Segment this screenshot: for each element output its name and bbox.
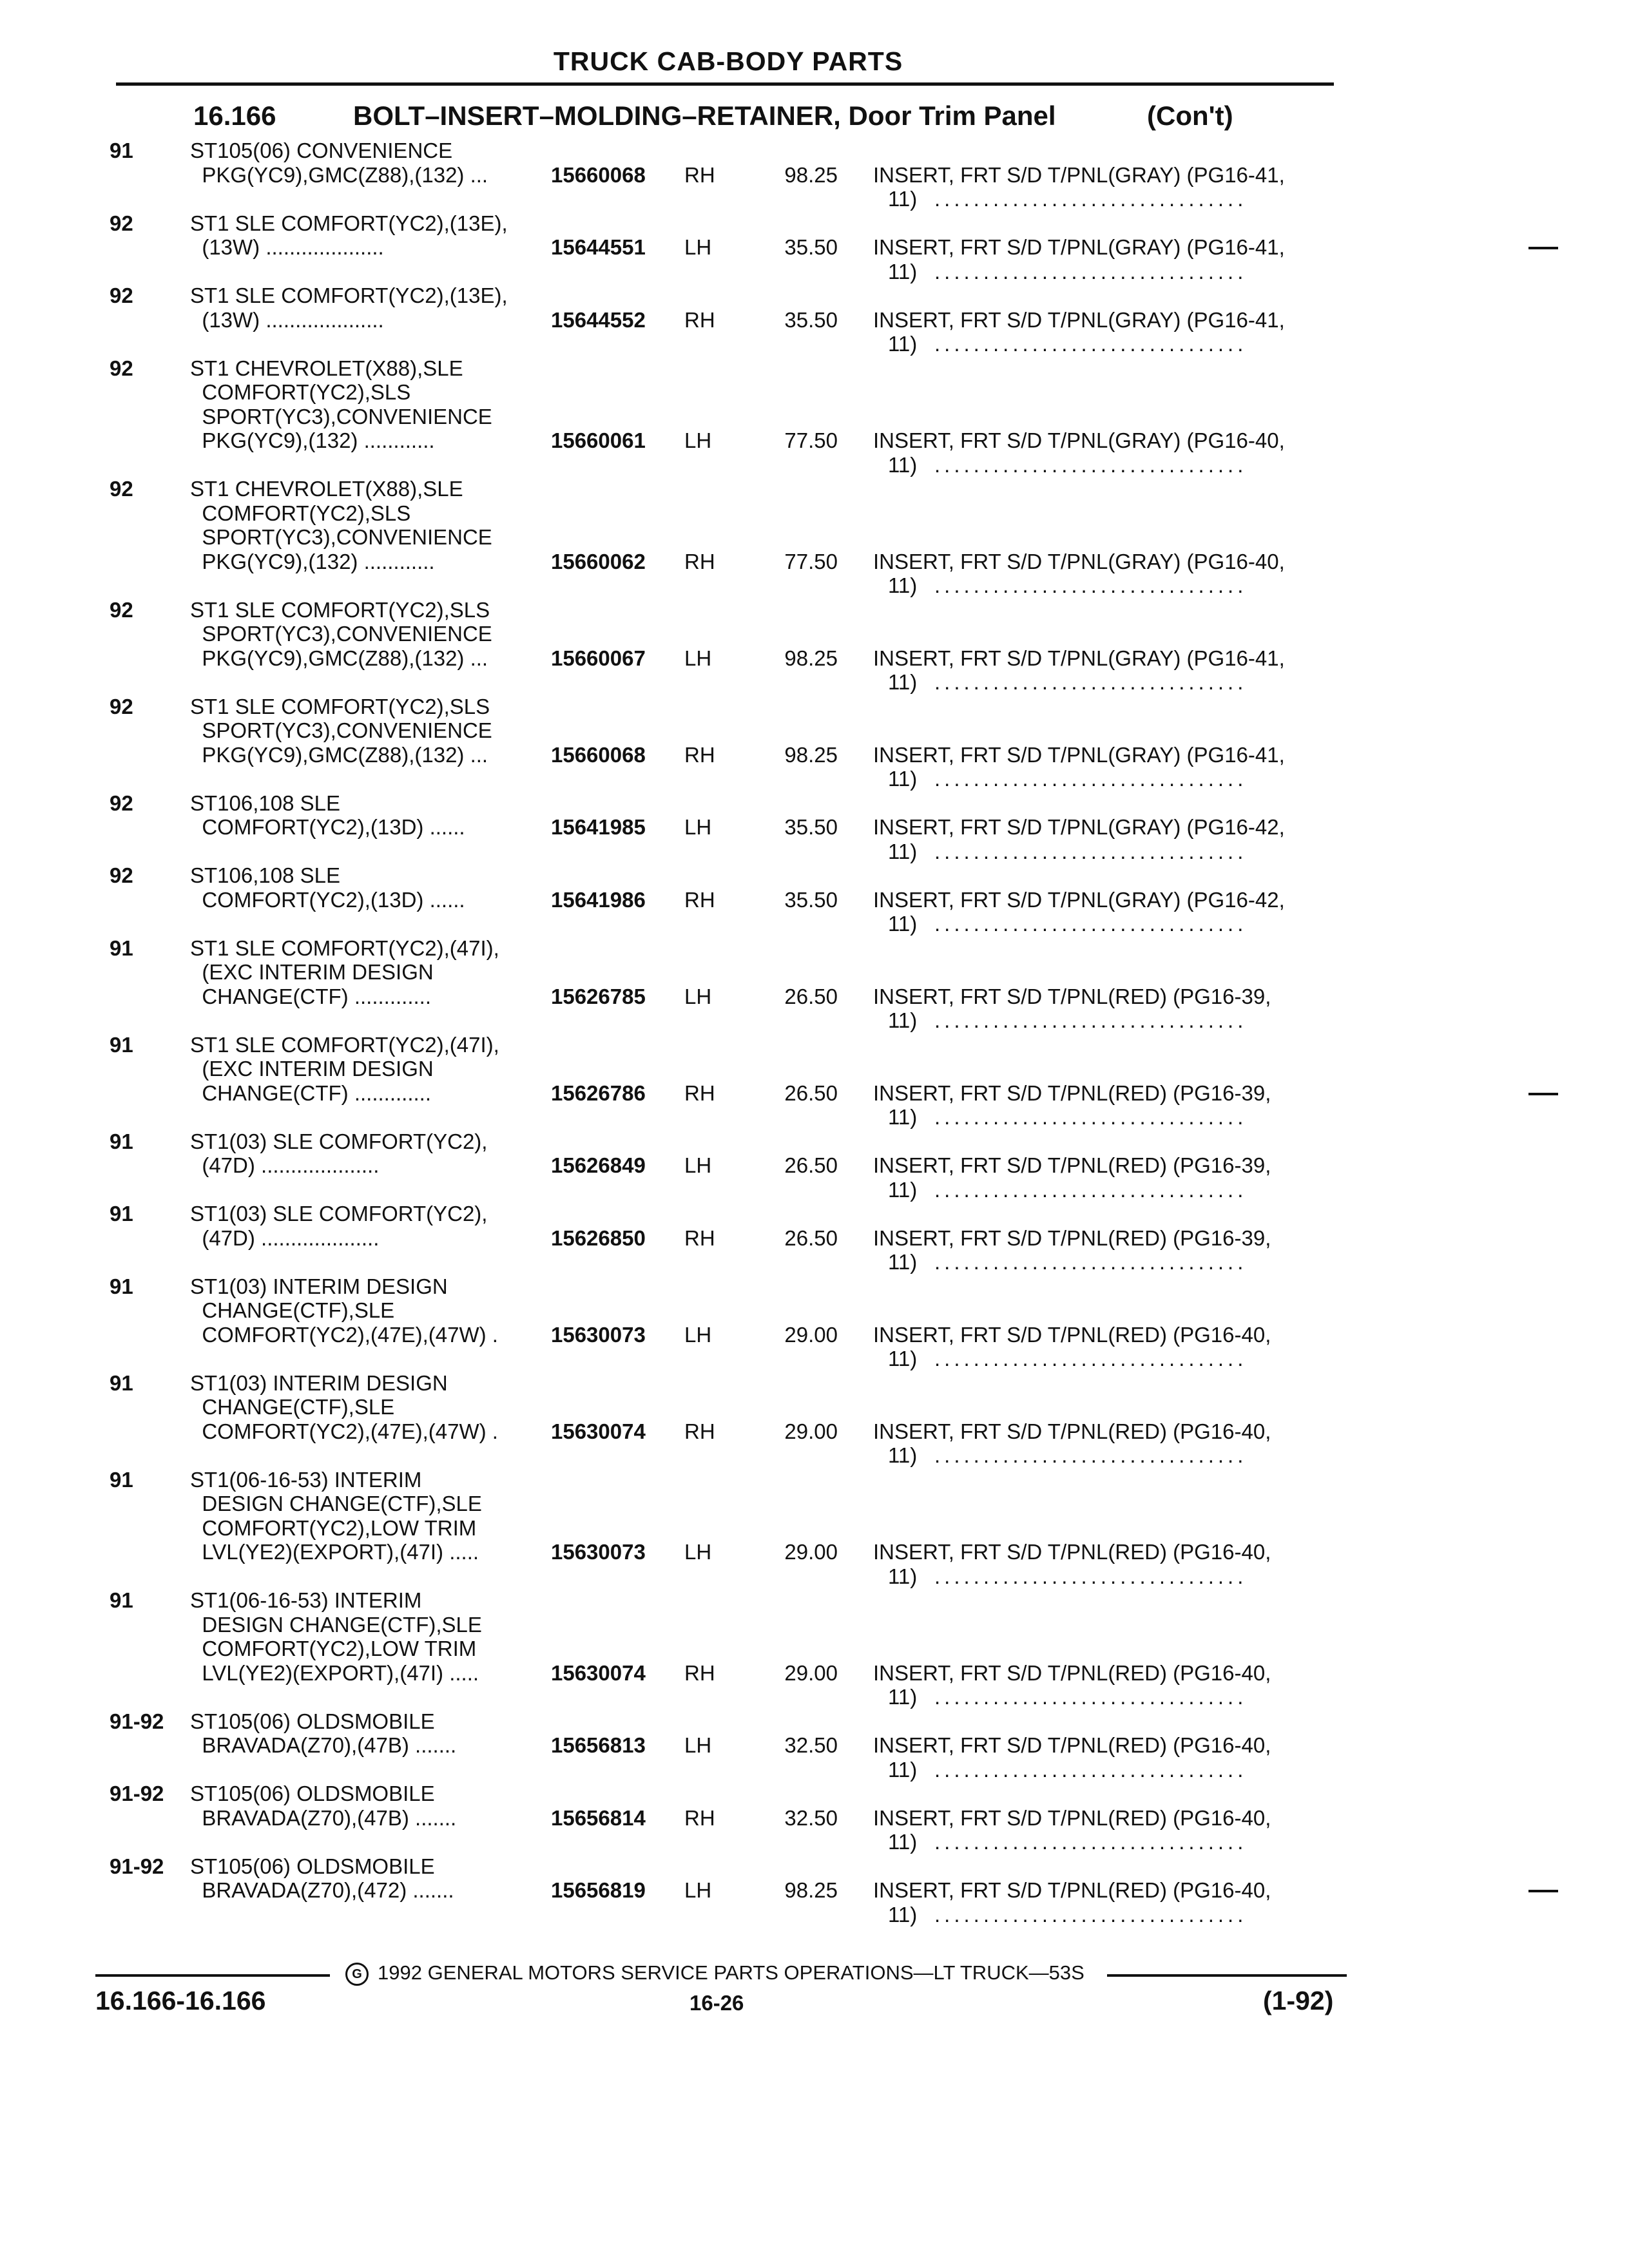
part-name-continuation: 11) — [888, 1443, 918, 1467]
price: 29.00 — [784, 1540, 838, 1564]
side-indicator: RH — [684, 549, 715, 573]
usage-description-line: CHANGE(CTF),SLE — [190, 1298, 395, 1322]
part-name-continuation: 11) — [888, 259, 918, 284]
price: 35.50 — [784, 235, 838, 259]
part-number: 15656814 — [551, 1805, 646, 1830]
part-number: 15641986 — [551, 887, 646, 912]
copyright-icon: G — [345, 1963, 369, 1986]
part-name: INSERT, FRT S/D T/PNL(GRAY) (PG16-40, — [873, 549, 1285, 573]
leader-dots: ................................ — [934, 259, 1248, 284]
margin-tick-mark — [1528, 247, 1558, 249]
leader-dots: ................................ — [934, 1250, 1248, 1274]
footer-page-number: 16-26 — [689, 1991, 744, 2015]
list-item — [0, 1202, 1629, 1274]
usage-description-line: COMFORT(YC2),LOW TRIM — [190, 1515, 477, 1540]
price: 77.50 — [784, 428, 838, 452]
list-item — [0, 139, 1629, 211]
side-indicator: LH — [684, 1322, 712, 1347]
usage-description-line: ST1(03) INTERIM DESIGN — [190, 1274, 448, 1298]
part-number: 15644551 — [551, 235, 646, 259]
part-number: 15660068 — [551, 162, 646, 187]
footer-copyright — [345, 1961, 1084, 1986]
model-year: 91 — [110, 1370, 133, 1395]
leader-dots: ................................ — [934, 573, 1248, 597]
footer-revision-date: (1-92) — [1263, 1986, 1334, 2015]
price: 98.25 — [784, 162, 838, 187]
usage-description-line: BRAVADA(Z70),(47B) ....... — [190, 1733, 457, 1757]
list-item — [0, 1129, 1629, 1202]
usage-description-line: (EXC INTERIM DESIGN — [190, 1057, 434, 1081]
list-item — [0, 284, 1629, 356]
usage-description-line: ST1 SLE COMFORT(YC2),SLS — [190, 694, 490, 718]
usage-description-line: ST1 CHEVROLET(X88),SLE — [190, 477, 463, 501]
part-number: 15630073 — [551, 1322, 646, 1347]
part-name: INSERT, FRT S/D T/PNL(GRAY) (PG16-42, — [873, 887, 1285, 912]
price: 98.25 — [784, 1878, 838, 1902]
price: 26.50 — [784, 1225, 838, 1250]
usage-description-line: ST106,108 SLE — [190, 791, 340, 815]
leader-dots: ................................ — [934, 1443, 1248, 1467]
side-indicator: LH — [684, 815, 712, 839]
part-name: INSERT, FRT S/D T/PNL(GRAY) (PG16-41, — [873, 235, 1285, 259]
part-name-continuation: 11) — [888, 670, 918, 694]
model-year: 92 — [110, 597, 133, 622]
side-indicator: RH — [684, 1660, 715, 1685]
side-indicator: LH — [684, 428, 712, 452]
model-year: 92 — [110, 791, 133, 815]
usage-description-line: COMFORT(YC2),(13D) ...... — [190, 887, 465, 912]
part-number: 15630074 — [551, 1419, 646, 1443]
section-number: 16.166 — [193, 101, 276, 131]
part-name-continuation: 11) — [888, 1830, 918, 1854]
usage-description-line: ST1(03) INTERIM DESIGN — [190, 1370, 448, 1395]
part-name-continuation: 11) — [888, 1902, 918, 1927]
usage-description-line: COMFORT(YC2),(13D) ...... — [190, 815, 465, 839]
price: 35.50 — [784, 307, 838, 332]
usage-description-line: ST1 SLE COMFORT(YC2),(47I), — [190, 936, 499, 960]
leader-dots: ................................ — [934, 1902, 1248, 1927]
price: 26.50 — [784, 1081, 838, 1105]
part-name: INSERT, FRT S/D T/PNL(GRAY) (PG16-41, — [873, 742, 1285, 767]
model-year: 91 — [110, 139, 133, 162]
leader-dots: ................................ — [934, 452, 1248, 477]
part-name-continuation: 11) — [888, 187, 918, 211]
usage-description-line: BRAVADA(Z70),(472) ....... — [190, 1878, 454, 1902]
part-name-continuation: 11) — [888, 1564, 918, 1588]
leader-dots: ................................ — [934, 912, 1248, 936]
part-name: INSERT, FRT S/D T/PNL(RED) (PG16-39, — [873, 984, 1271, 1008]
part-number: 15660061 — [551, 428, 646, 452]
price: 32.50 — [784, 1733, 838, 1757]
part-number: 15641985 — [551, 815, 646, 839]
usage-description-line: CHANGE(CTF) ............. — [190, 984, 432, 1008]
usage-description-line: SPORT(YC3),CONVENIENCE — [190, 622, 492, 646]
side-indicator: RH — [684, 887, 715, 912]
list-item — [0, 1033, 1629, 1129]
list-item — [0, 211, 1629, 284]
side-indicator: LH — [684, 235, 712, 259]
side-indicator: LH — [684, 1540, 712, 1564]
part-name: INSERT, FRT S/D T/PNL(RED) (PG16-39, — [873, 1081, 1271, 1105]
usage-description-line: PKG(YC9),GMC(Z88),(132) ... — [190, 646, 488, 670]
usage-description-line: ST1 SLE COMFORT(YC2),(13E), — [190, 284, 508, 307]
usage-description-line: BRAVADA(Z70),(47B) ....... — [190, 1805, 457, 1830]
side-indicator: LH — [684, 984, 712, 1008]
section-heading — [0, 101, 1629, 139]
usage-description-line: ST105(06) CONVENIENCE — [190, 139, 453, 162]
price: 35.50 — [784, 887, 838, 912]
usage-description-line: PKG(YC9),GMC(Z88),(132) ... — [190, 162, 488, 187]
part-name: INSERT, FRT S/D T/PNL(RED) (PG16-39, — [873, 1225, 1271, 1250]
part-number: 15626785 — [551, 984, 646, 1008]
leader-dots: ................................ — [934, 1757, 1248, 1782]
part-name-continuation: 11) — [888, 839, 918, 863]
usage-description-line: ST1 SLE COMFORT(YC2),SLS — [190, 597, 490, 622]
list-item — [0, 1274, 1629, 1371]
margin-tick-mark — [1528, 1093, 1558, 1095]
usage-description-line: PKG(YC9),GMC(Z88),(132) ... — [190, 742, 488, 767]
leader-dots: ................................ — [934, 1347, 1248, 1370]
part-number: 15630074 — [551, 1660, 646, 1685]
model-year: 92 — [110, 694, 133, 718]
side-indicator: RH — [684, 162, 715, 187]
part-name: INSERT, FRT S/D T/PNL(RED) (PG16-40, — [873, 1322, 1271, 1347]
footer-section-range: 16.166-16.166 — [95, 1986, 266, 2015]
usage-description-line: ST1(06-16-53) INTERIM — [190, 1467, 422, 1492]
list-item — [0, 1854, 1629, 1927]
part-name-continuation: 11) — [888, 452, 918, 477]
side-indicator: LH — [684, 1878, 712, 1902]
leader-dots: ................................ — [934, 839, 1248, 863]
part-number: 15644552 — [551, 307, 646, 332]
list-item — [0, 695, 1629, 791]
usage-description-line: ST1 CHEVROLET(X88),SLE — [190, 356, 463, 380]
usage-description-line: LVL(YE2)(EXPORT),(47I) ..... — [190, 1540, 479, 1564]
model-year: 91 — [110, 1467, 133, 1492]
model-year: 91 — [110, 1129, 133, 1153]
side-indicator: LH — [684, 1153, 712, 1177]
part-name-continuation: 11) — [888, 767, 918, 791]
list-item — [0, 598, 1629, 695]
leader-dots: ................................ — [934, 1177, 1248, 1202]
part-name-continuation: 11) — [888, 332, 918, 356]
part-number: 15626849 — [551, 1153, 646, 1177]
usage-description-line: PKG(YC9),(132) ............ — [190, 549, 435, 573]
part-number: 15656813 — [551, 1733, 646, 1757]
part-name: INSERT, FRT S/D T/PNL(RED) (PG16-39, — [873, 1153, 1271, 1177]
price: 29.00 — [784, 1322, 838, 1347]
list-item — [0, 863, 1629, 936]
part-name: INSERT, FRT S/D T/PNL(RED) (PG16-40, — [873, 1878, 1271, 1902]
model-year: 92 — [110, 284, 133, 307]
footer-rule-right — [1107, 1974, 1347, 1977]
part-number: 15626850 — [551, 1225, 646, 1250]
part-name-continuation: 11) — [888, 1685, 918, 1709]
usage-description-line: (47D) .................... — [190, 1153, 380, 1177]
usage-description-line: (13W) .................... — [190, 235, 384, 259]
usage-description-line: COMFORT(YC2),SLS — [190, 380, 411, 404]
usage-description-line: SPORT(YC3),CONVENIENCE — [190, 718, 492, 742]
model-year: 92 — [110, 477, 133, 501]
usage-description-line: (47D) .................... — [190, 1225, 380, 1250]
part-name-continuation: 11) — [888, 1008, 918, 1032]
part-number: 15660068 — [551, 742, 646, 767]
list-item — [0, 936, 1629, 1033]
price: 29.00 — [784, 1660, 838, 1685]
list-item — [0, 1468, 1629, 1589]
usage-description-line: COMFORT(YC2),(47E),(47W) . — [190, 1419, 498, 1443]
part-name: INSERT, FRT S/D T/PNL(GRAY) (PG16-41, — [873, 646, 1285, 670]
side-indicator: RH — [684, 1081, 715, 1105]
part-name: INSERT, FRT S/D T/PNL(RED) (PG16-40, — [873, 1540, 1271, 1564]
model-year: 91 — [110, 936, 133, 960]
leader-dots: ................................ — [934, 1685, 1248, 1709]
usage-description-line: ST1(03) SLE COMFORT(YC2), — [190, 1129, 488, 1153]
part-name: INSERT, FRT S/D T/PNL(GRAY) (PG16-40, — [873, 428, 1285, 452]
model-year: 91 — [110, 1588, 133, 1612]
price: 26.50 — [784, 984, 838, 1008]
list-item — [0, 1371, 1629, 1468]
part-name-continuation: 11) — [888, 1250, 918, 1274]
model-year: 91-92 — [110, 1854, 164, 1878]
part-number: 15656819 — [551, 1878, 646, 1902]
model-year: 91 — [110, 1202, 133, 1225]
model-year: 91 — [110, 1274, 133, 1298]
list-item — [0, 477, 1629, 598]
side-indicator: RH — [684, 742, 715, 767]
part-name: INSERT, FRT S/D T/PNL(RED) (PG16-40, — [873, 1660, 1271, 1685]
price: 32.50 — [784, 1805, 838, 1830]
usage-description-line: (EXC INTERIM DESIGN — [190, 960, 434, 984]
side-indicator: RH — [684, 307, 715, 332]
usage-description-line: ST105(06) OLDSMOBILE — [190, 1854, 435, 1878]
side-indicator: LH — [684, 1733, 712, 1757]
part-name: INSERT, FRT S/D T/PNL(RED) (PG16-40, — [873, 1733, 1271, 1757]
part-number: 15626786 — [551, 1081, 646, 1105]
usage-description-line: SPORT(YC3),CONVENIENCE — [190, 525, 492, 549]
part-name-continuation: 11) — [888, 1105, 918, 1129]
side-indicator: RH — [684, 1805, 715, 1830]
usage-description-line: SPORT(YC3),CONVENIENCE — [190, 404, 492, 428]
model-year: 92 — [110, 356, 133, 380]
part-number: 15660067 — [551, 646, 646, 670]
leader-dots: ................................ — [934, 187, 1248, 211]
price: 77.50 — [784, 549, 838, 573]
price: 98.25 — [784, 742, 838, 767]
side-indicator: RH — [684, 1225, 715, 1250]
list-item — [0, 1782, 1629, 1854]
leader-dots: ................................ — [934, 1564, 1248, 1588]
part-name-continuation: 11) — [888, 573, 918, 597]
part-name-continuation: 11) — [888, 1177, 918, 1202]
part-name-continuation: 11) — [888, 912, 918, 936]
price: 98.25 — [784, 646, 838, 670]
usage-description-line: ST1 SLE COMFORT(YC2),(47I), — [190, 1032, 499, 1057]
part-name-continuation: 11) — [888, 1757, 918, 1782]
part-name: INSERT, FRT S/D T/PNL(GRAY) (PG16-42, — [873, 815, 1285, 839]
usage-description-line: DESIGN CHANGE(CTF),SLE — [190, 1492, 482, 1515]
page-header-title: TRUCK CAB-BODY PARTS — [553, 46, 903, 76]
usage-description-line: ST1(03) SLE COMFORT(YC2), — [190, 1202, 488, 1225]
usage-description-line: DESIGN CHANGE(CTF),SLE — [190, 1612, 482, 1637]
part-name: INSERT, FRT S/D T/PNL(GRAY) (PG16-41, — [873, 162, 1285, 187]
model-year: 92 — [110, 211, 133, 235]
usage-description-line: PKG(YC9),(132) ............ — [190, 428, 435, 452]
usage-description-line: ST1(06-16-53) INTERIM — [190, 1588, 422, 1612]
footer-copyright-text: 1992 GENERAL MOTORS SERVICE PARTS OPERATIONS—LT TRUCK—53S — [378, 1961, 1084, 1984]
part-name: INSERT, FRT S/D T/PNL(RED) (PG16-40, — [873, 1419, 1271, 1443]
section-continued: (Con't) — [1147, 101, 1233, 131]
leader-dots: ................................ — [934, 1008, 1248, 1032]
model-year: 91-92 — [110, 1709, 164, 1733]
part-name-continuation: 11) — [888, 1347, 918, 1370]
usage-description-line: COMFORT(YC2),(47E),(47W) . — [190, 1322, 498, 1347]
usage-description-line: ST105(06) OLDSMOBILE — [190, 1782, 435, 1805]
usage-description-line: COMFORT(YC2),SLS — [190, 501, 411, 525]
footer-rule-left — [95, 1974, 330, 1977]
leader-dots: ................................ — [934, 1830, 1248, 1854]
leader-dots: ................................ — [934, 332, 1248, 356]
price: 29.00 — [784, 1419, 838, 1443]
usage-description-line: CHANGE(CTF),SLE — [190, 1395, 395, 1419]
leader-dots: ................................ — [934, 670, 1248, 694]
price: 26.50 — [784, 1153, 838, 1177]
price: 35.50 — [784, 815, 838, 839]
model-year: 92 — [110, 863, 133, 887]
usage-description-line: ST1 SLE COMFORT(YC2),(13E), — [190, 211, 508, 235]
usage-description-line: COMFORT(YC2),LOW TRIM — [190, 1637, 477, 1660]
part-number: 15660062 — [551, 549, 646, 573]
usage-description-line: LVL(YE2)(EXPORT),(47I) ..... — [190, 1660, 479, 1685]
part-name: INSERT, FRT S/D T/PNL(RED) (PG16-40, — [873, 1805, 1271, 1830]
part-name: INSERT, FRT S/D T/PNL(GRAY) (PG16-41, — [873, 307, 1285, 332]
usage-description-line: ST105(06) OLDSMOBILE — [190, 1709, 435, 1733]
list-item — [0, 1709, 1629, 1782]
parts-list — [0, 139, 1629, 1927]
list-item — [0, 1588, 1629, 1709]
usage-description-line: CHANGE(CTF) ............. — [190, 1081, 432, 1105]
leader-dots: ................................ — [934, 1105, 1248, 1129]
list-item — [0, 791, 1629, 864]
usage-description-line: ST106,108 SLE — [190, 863, 340, 887]
leader-dots: ................................ — [934, 767, 1248, 791]
usage-description-line: (13W) .................... — [190, 307, 384, 332]
model-year: 91 — [110, 1032, 133, 1057]
list-item — [0, 356, 1629, 477]
margin-tick-mark — [1528, 1890, 1558, 1892]
header-rule — [116, 82, 1334, 86]
side-indicator: RH — [684, 1419, 715, 1443]
section-title: BOLT–INSERT–MOLDING–RETAINER, Door Trim Panel — [353, 101, 1056, 131]
part-number: 15630073 — [551, 1540, 646, 1564]
model-year: 91-92 — [110, 1782, 164, 1805]
side-indicator: LH — [684, 646, 712, 670]
